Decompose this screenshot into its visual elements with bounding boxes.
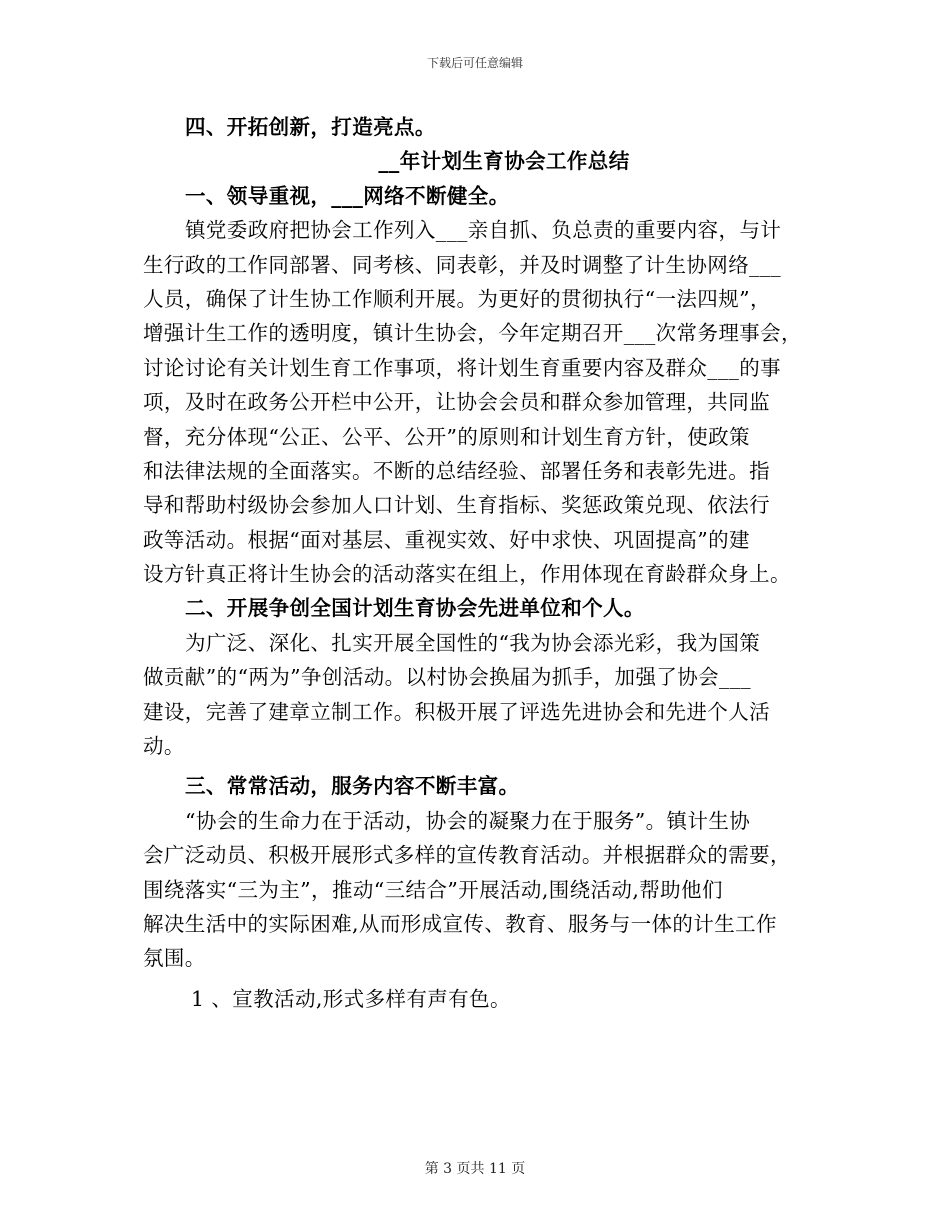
paragraph-line: 增强计生工作的透明度，镇计生协会，今年定期召开___次常务理事会，	[143, 321, 802, 346]
section-heading: 三、常常活动，服务内容不断丰富。	[185, 774, 520, 799]
page-footer: 第 3 页共 11 页	[424, 1161, 526, 1177]
paragraph-line: 建设，完善了建章立制工作。积极开展了评选先进协会和先进个人活	[143, 699, 770, 724]
paragraph-line: 项，及时在政务公开栏中公开，让协会会员和群众参加管理，共同监	[143, 390, 770, 415]
paragraph-line: 会广泛动员、积极开展形式多样的宣传教育活动。并根据群众的需要，	[143, 843, 791, 868]
section-heading: 四、开拓创新，打造亮点。	[185, 115, 436, 139]
list-item: 1 、宣教活动,形式多样有声有色。	[191, 986, 511, 1011]
paragraph-line: 做贡献”的“两为”争创活动。以村协会换届为抓手，加强了协会___	[143, 665, 751, 690]
paragraph-line: 氛围。	[143, 946, 206, 971]
document-body	[143, 110, 825, 1016]
paragraph-line: 解决生活中的实际困难,从而形成宣传、教育、服务与一体的计生工作	[143, 911, 777, 936]
paragraph-line: 讨论讨论有关计划生育工作事项，将计划生育重要内容及群众___的事	[143, 355, 782, 380]
paragraph-line: 为广泛、深化、扎实开展全国性的“我为协会添光彩，我为国策	[185, 630, 761, 655]
paragraph-line: 政等活动。根据“面对基层、重视实效、好中求快、巩固提高”的建	[143, 527, 750, 552]
paragraph-line: 督，充分体现“公正、公平、公开”的原则和计划生育方针，使政策	[143, 424, 750, 449]
section-heading: 一、领导重视，___网络不断健全。	[185, 183, 510, 208]
paragraph-line: 镇党委政府把协会工作列入___亲自抓、负总责的重要内容，与计	[185, 218, 782, 243]
section-heading: 二、开展争创全国计划生育协会先进单位和个人。	[185, 596, 645, 621]
paragraph-line: “协会的生命力在于活动，协会的凝聚力在于服务”。镇计生协	[185, 808, 751, 833]
paragraph-line: 设方针真正将计生协会的活动落实在组上，作用体现在育龄群众身上。	[143, 562, 791, 587]
paragraph-line: 人员，确保了计生协工作顺利开展。为更好的贯彻执行“一法四规”，	[143, 286, 771, 311]
document-title: __年计划生育协会工作总结	[378, 149, 630, 174]
paragraph-line: 导和帮助村级协会参加人口计划、生育指标、奖惩政策兑现、依法行	[143, 493, 770, 518]
paragraph-line: 动。	[143, 734, 185, 759]
paragraph-line: 和法律法规的全面落实。不断的总结经验、部署任务和表彰先进。指	[143, 458, 770, 483]
paragraph-line: 围绕落实“三为主”，推动“三结合”开展活动,围绕活动,帮助他们	[143, 877, 723, 902]
page-header: 下载后可任意编辑	[426, 56, 523, 70]
paragraph-line: 生行政的工作同部署、同考核、同表彰，并及时调整了计生协网络___	[143, 252, 782, 277]
